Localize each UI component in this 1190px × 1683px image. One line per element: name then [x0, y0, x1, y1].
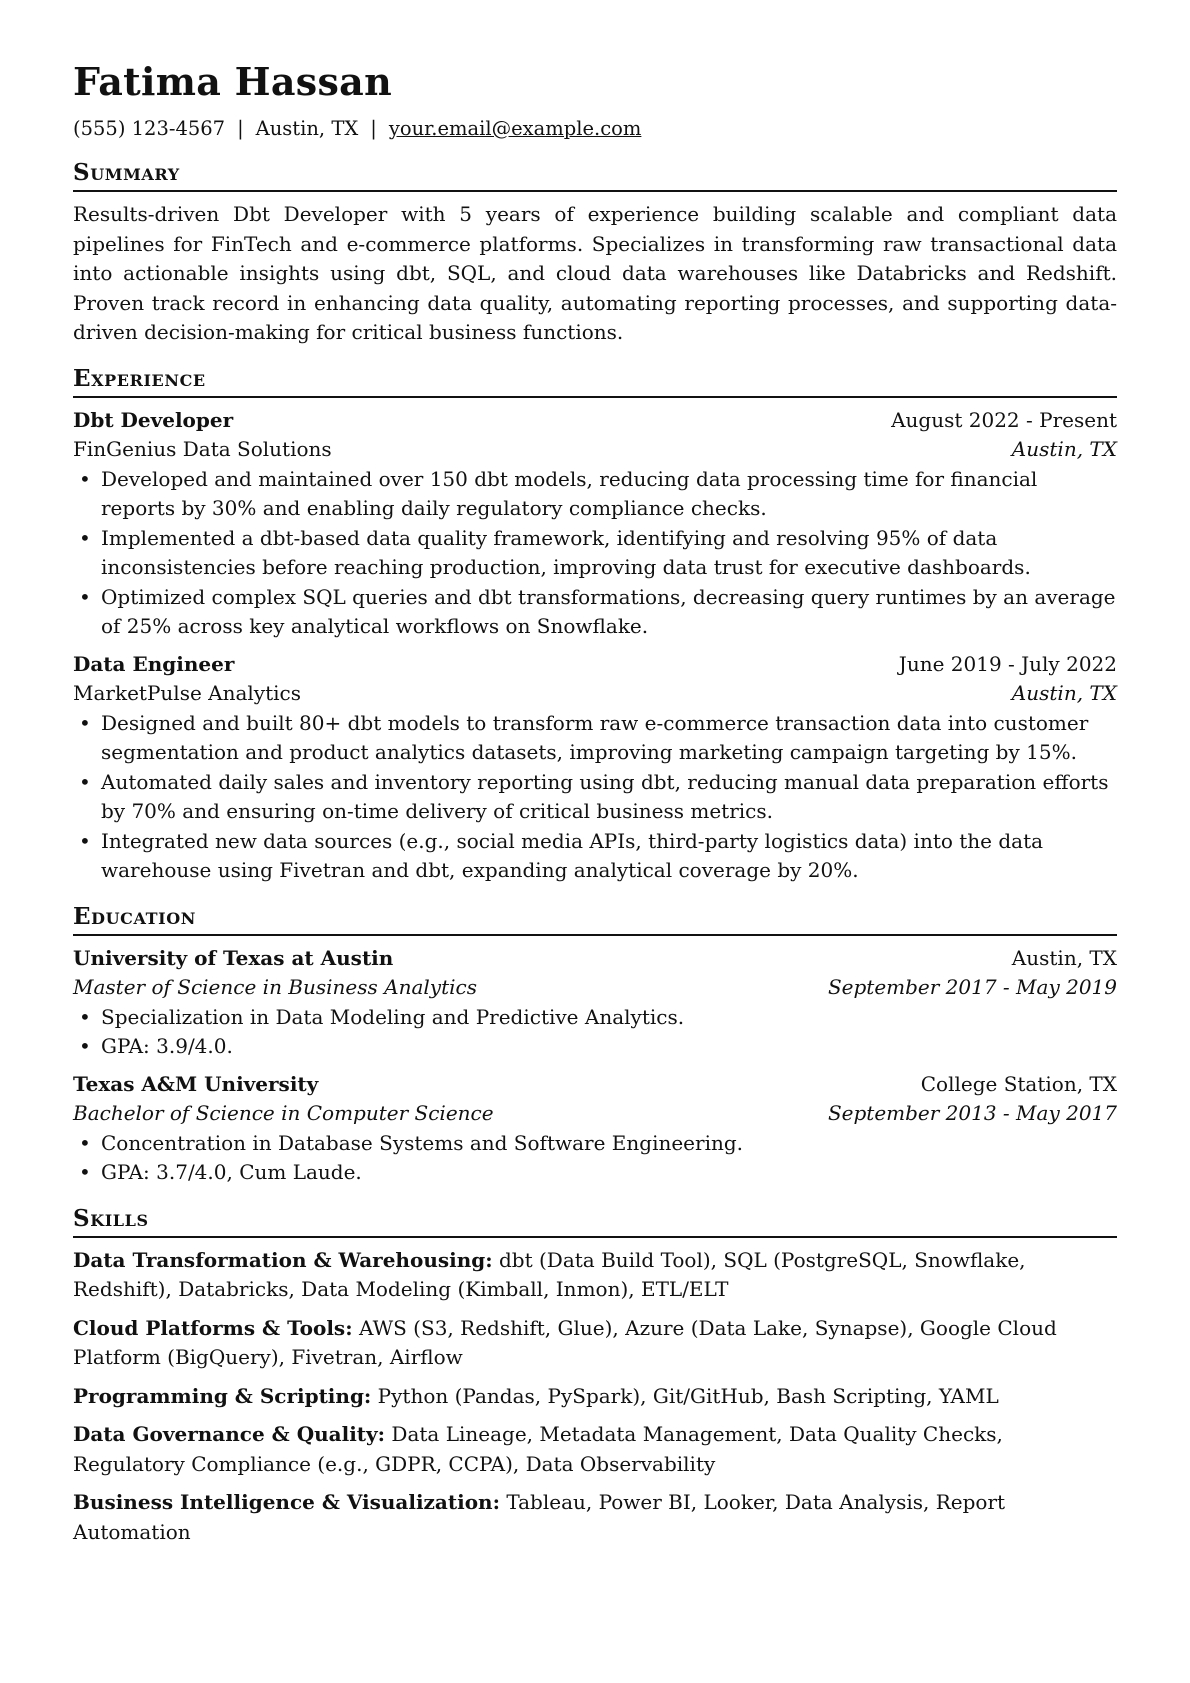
bullet-icon: • [79, 525, 91, 550]
bullet-icon: • [79, 710, 91, 735]
job-dates: August 2022 - Present [891, 407, 1117, 432]
skill-row [73, 1246, 1117, 1305]
list-item [79, 709, 1117, 768]
degree-name: Master of Science in Business Analytics [73, 975, 477, 999]
skill-row [73, 1488, 1117, 1547]
skill-row [73, 1420, 1117, 1479]
email-link[interactable]: your.email@example.com [388, 117, 642, 140]
bullet-text: Optimized complex SQL queries and dbt transformations, decreasing query runtimes by an average of 25% across key analytical workflows on Snowflake. [101, 584, 1116, 638]
summary-text: Results-driven Dbt Developer with 5 years of experience building scalable and compliant data pipelines for FinTech and e-commerce platforms. Specializes in transforming raw transactional data into actionable insights using dbt, SQL, and cloud data warehouses like Databricks and Redshift. Proven track record in enhancing data quality, automating reporting processes, and supporting data-driven decision-making for critical business functions. [73, 202, 1117, 344]
list-item [79, 524, 1117, 583]
skill-value: Tableau, Power BI, Looker, Data Analysis, Report Automation [73, 1490, 1006, 1544]
education-entry [73, 1070, 1117, 1188]
bullet-text: Automated daily sales and inventory reporting using dbt, reducing manual data preparation efforts by 70% and ensuring on-time delivery of critical business metrics. [101, 769, 1109, 823]
phone-number: (555) 123-4567 [73, 117, 226, 140]
school-name: University of Texas at Austin [73, 945, 394, 970]
candidate-name: Fatima Hassan [73, 59, 393, 104]
bullet-text: Concentration in Database Systems and Software Engineering. [101, 1130, 744, 1155]
degree-name: Bachelor of Science in Computer Science [73, 1101, 494, 1125]
list-item [79, 1003, 1117, 1033]
job-bullets [73, 465, 1117, 642]
job-header-row [73, 406, 1117, 436]
job-company-row [73, 435, 1117, 465]
bullet-icon: • [79, 769, 91, 794]
skill-label: Data Governance & Quality: [73, 1422, 386, 1446]
education-entry [73, 944, 1117, 1062]
bullet-text: Integrated new data sources (e.g., social media APIs, third-party logistics data) into the data warehouse using Fivetran and dbt, expanding analytical coverage by 20%. [101, 828, 1044, 882]
school-header-row [73, 944, 1117, 974]
skill-row [73, 1314, 1117, 1373]
skill-label: Business Intelligence & Visualization: [73, 1490, 500, 1514]
skill-value: dbt (Data Build Tool), SQL (PostgreSQL, Snowflake, Redshift), Databricks, Data Modeling (Kimball, Inmon), ETL/ELT [73, 1247, 1026, 1301]
bullet-icon: • [79, 584, 91, 609]
list-item [79, 465, 1117, 524]
list-item [79, 1032, 1117, 1062]
bullet-icon: • [79, 1130, 91, 1155]
list-item [79, 583, 1117, 642]
bullet-icon: • [79, 1034, 91, 1058]
school-location: Austin, TX [1011, 945, 1117, 970]
degree-row [73, 973, 1117, 1003]
school-location: College Station, TX [920, 1071, 1117, 1096]
job-entry [73, 406, 1117, 642]
job-header-row [73, 650, 1117, 680]
skill-label: Data Transformation & Warehousing: [73, 1247, 493, 1272]
school-header-row [73, 1070, 1117, 1100]
section-title-skills: Skills [73, 1204, 1117, 1238]
skill-row [73, 1382, 1117, 1412]
bullet-text: Designed and built 80+ dbt models to transform raw e-commerce transaction data into customer segmentation and product analytics datasets, improving marketing campaign targeting by 15%. [101, 710, 1089, 764]
section-title-summary: Summary [73, 158, 1117, 192]
bullet-text: Developed and maintained over 150 dbt models, reducing data processing time for financial reports by 30% and enabling daily regulatory compliance checks. [101, 466, 1038, 520]
bullet-icon: • [79, 1004, 91, 1029]
skill-label: Programming & Scripting: [73, 1383, 372, 1408]
bullet-text: Specialization in Data Modeling and Predictive Analytics. [101, 1004, 685, 1029]
job-entry [73, 650, 1117, 886]
education-bullets [73, 1129, 1117, 1188]
bullet-icon: • [79, 466, 91, 491]
skill-value: Data Lineage, Metadata Management, Data Quality Checks, Regulatory Compliance (e.g., GDPR, CCPA), Data Observability [73, 1422, 1003, 1476]
job-role: Dbt Developer [73, 407, 234, 432]
bullet-icon: • [79, 828, 91, 853]
school-name: Texas A&M University [73, 1071, 319, 1096]
education-bullets [73, 1003, 1117, 1062]
job-dates: June 2019 - July 2022 [898, 651, 1117, 676]
degree-dates: September 2013 - May 2017 [827, 1101, 1117, 1125]
skill-value: Python (Pandas, PySpark), Git/GitHub, Bash Scripting, YAML [377, 1383, 999, 1408]
degree-row [73, 1099, 1117, 1129]
section-title-experience: Experience [73, 364, 1117, 398]
job-company: MarketPulse Analytics [73, 681, 301, 705]
list-item [79, 827, 1117, 886]
bullet-icon: • [79, 1160, 91, 1184]
job-bullets [73, 709, 1117, 886]
job-location: Austin, TX [1011, 437, 1117, 461]
skill-value: AWS (S3, Redshift, Glue), Azure (Data Lake, Synapse), Google Cloud Platform (BigQuery), Fivetran, Airflow [73, 1315, 1057, 1369]
section-title-education: Education [73, 902, 1117, 936]
contact-separator: | [237, 117, 244, 140]
degree-dates: September 2017 - May 2019 [827, 975, 1117, 999]
bullet-text: Implemented a dbt-based data quality framework, identifying and resolving 95% of data inconsistencies before reaching production, improving data trust for executive dashboards. [101, 525, 1031, 579]
bullet-text: GPA: 3.7/4.0, Cum Laude. [101, 1160, 362, 1184]
job-company-row [73, 679, 1117, 709]
location: Austin, TX [255, 117, 359, 140]
contact-separator: | [370, 117, 377, 140]
job-role: Data Engineer [73, 651, 235, 676]
contact-line [73, 116, 1117, 142]
skill-label: Cloud Platforms & Tools: [73, 1315, 353, 1340]
job-company: FinGenius Data Solutions [73, 437, 332, 461]
bullet-text: GPA: 3.9/4.0. [101, 1034, 233, 1058]
list-item [79, 1158, 1117, 1188]
list-item [79, 1129, 1117, 1159]
list-item [79, 768, 1117, 827]
job-location: Austin, TX [1011, 681, 1117, 705]
